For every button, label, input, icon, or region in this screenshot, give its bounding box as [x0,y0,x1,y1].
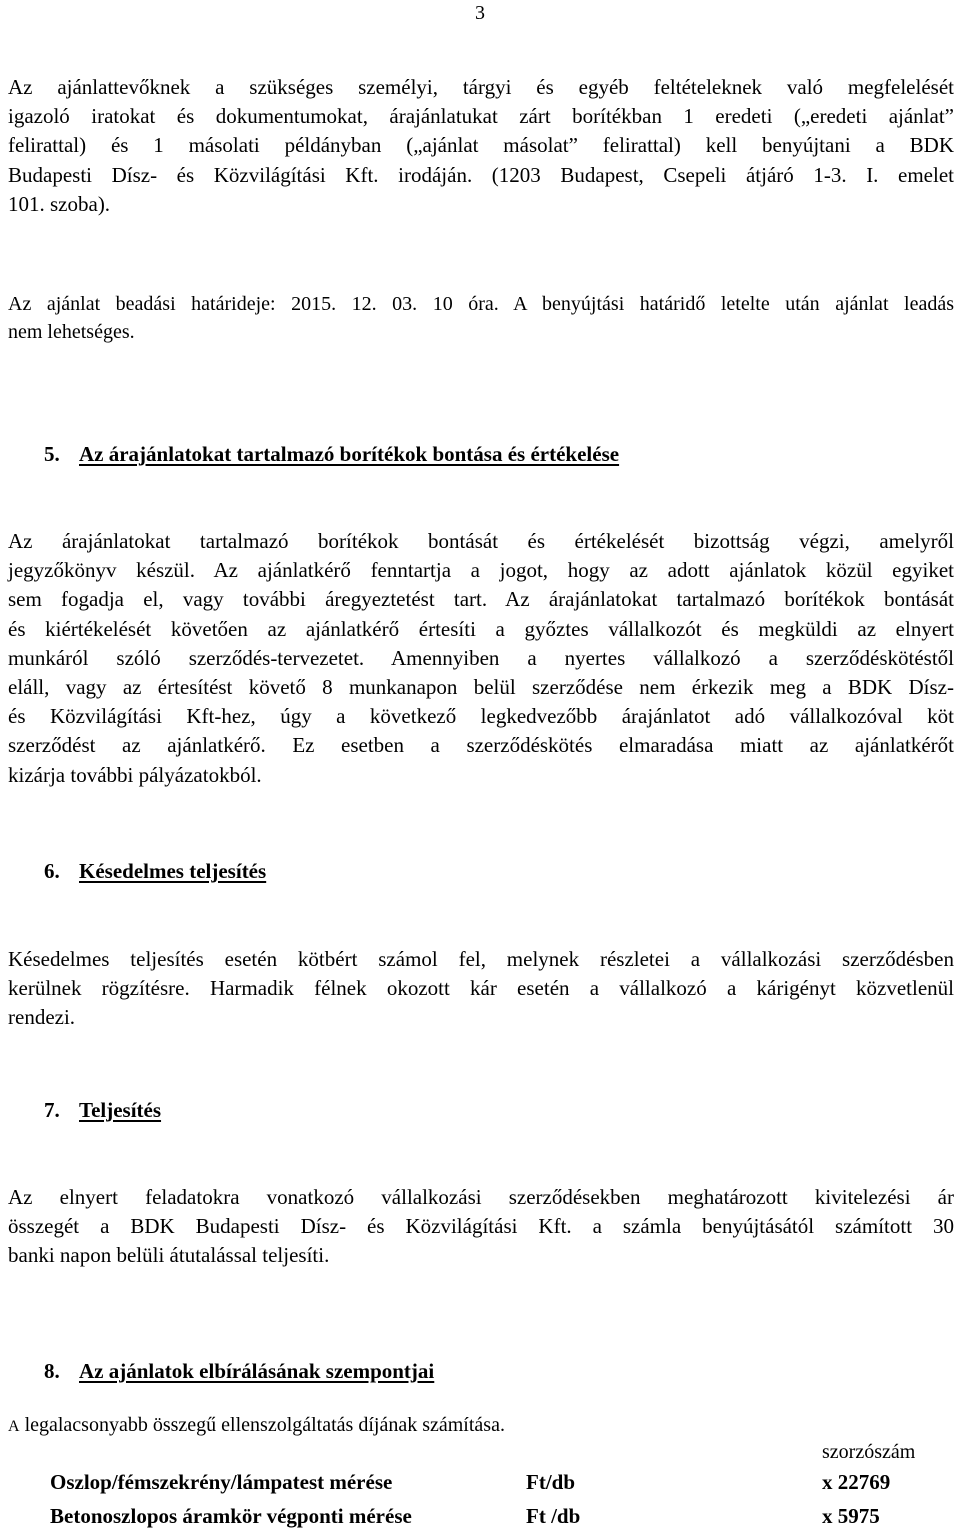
paragraph-line: kerülnek rögzítésre. Harmadik félnek okozott kár esetén a vállalkozó a kárigényt közvetlenül [8,976,954,1001]
paragraph-line: Késedelmes teljesítés esetén kötbért számol fel, melynek részletei a vállalkozási szerződésben [8,947,954,971]
paragraph-line: kizárja további pályázatokból. [8,762,262,787]
criteria-initial: A [8,1418,20,1435]
submission-paragraph [8,73,954,219]
table-row-1-item: Oszlop/fémszekrény/lámpatest mérése [50,1470,393,1494]
paragraph-line: összegét a BDK Budapesti Dísz- és Közvilágítási Kft. a számla benyújtásától számított 30 [8,1214,954,1239]
section-number: 5. [44,442,60,466]
paragraph-line: Az ajánlattevőknek a szükséges személyi, tárgyi és egyéb feltételeknek való megfelelését [8,75,954,99]
table-row-1-unit: Ft/db [526,1470,576,1494]
section-6-paragraph [8,945,954,1033]
paragraph-line: banki napon belüli átutalással teljesíti. [8,1243,330,1268]
section-title: Teljesítés [79,1098,162,1122]
section-title: Az ajánlatok elbírálásának szempontjai [79,1359,435,1383]
paragraph-line: és Közvilágítási Kft-hez, úgy a következő legkedvezőbb árajánlatot adó vállalkozóval köt [8,704,954,729]
section-7-paragraph [8,1183,954,1271]
paragraph-line: jegyzőkönyv készül. Az ajánlatkérő fenntartja a jogot, hogy az adott ajánlatok közül egyiket [8,558,954,583]
paragraph-line: munkáról szóló szerződés-tervezetet. Amennyiben a nyertes vállalkozó a szerződéskötéstől [8,645,954,670]
paragraph-line: 101. szoba). [8,191,111,216]
paragraph-line: Budapesti Dísz- és Közvilágítási Kft. irodáján. (1203 Budapest, Csepeli átjáró 1-3. I. emelet [8,162,954,187]
deadline-paragraph [8,290,954,346]
paragraph-line: Az ajánlat beadási határideje: 2015. 12. 03. 10 óra. A benyújtási határidő letelte után ajánlat leadás [8,293,954,315]
criteria-text: legalacsonyabb összegű ellenszolgáltatás díjának számítása. [19,1414,505,1436]
section-title: Az árajánlatokat tartalmazó borítékok bontása és értékelése [79,442,620,466]
paragraph-line: nem lehetséges. [8,321,135,343]
section-number: 7. [44,1098,60,1122]
paragraph-line: rendezi. [8,1005,76,1030]
section-number: 6. [44,859,60,883]
paragraph-line: igazoló iratokat és dokumentumokat, árajánlatukat zárt borítékban 1 eredeti („eredeti ajánlat” [8,104,954,129]
section-title: Késedelmes teljesítés [79,859,267,883]
table-row-1-multiplier: x 22769 [822,1470,891,1494]
table-row-2-item: Betonoszlopos áramkör végponti mérése [50,1504,412,1528]
paragraph-line: szerződést az ajánlatkérő. Ez esetben a szerződéskötés elmaradása miatt az ajánlatkérőt [8,733,954,758]
paragraph-line: felirattal) és 1 másolati példányban („ajánlat másolat” felirattal) kell benyújtani a BDK [8,133,954,158]
section-5-paragraph [8,527,954,790]
table-row-2-multiplier: x 5975 [822,1504,880,1528]
paragraph-line: és kiértékelését követően az ajánlatkérő értesíti a győztes vállalkozót és megküldi az elnyert [8,616,954,641]
multiplier-header: szorzószám [822,1441,916,1463]
paragraph-line: Az elnyert feladatokra vonatkozó vállalkozási szerződésekben meghatározott kivitelezési ár [8,1185,954,1209]
paragraph-line: eláll, vagy az értesítést követő 8 munkanapon belül szerződése nem érkezik meg a BDK Dísz- [8,675,954,700]
page-number: 3 [475,2,485,24]
table-row-2-unit: Ft /db [526,1504,581,1528]
criteria-line [8,1414,954,1437]
paragraph-line: sem fogadja el, vagy további áregyeztetést tart. Az árajánlatokat tartalmazó borítékok bontását [8,587,954,612]
section-number: 8. [44,1359,60,1383]
paragraph-line: Az árajánlatokat tartalmazó borítékok bontását és értékelését bizottság végzi, amelyről [8,529,954,553]
